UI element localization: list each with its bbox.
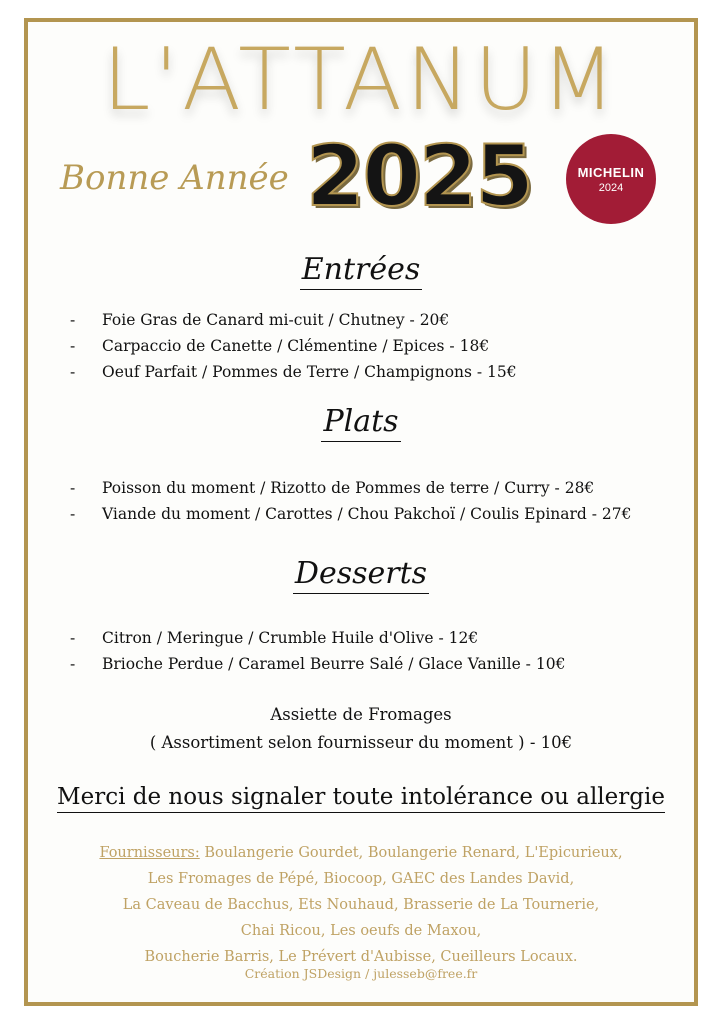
suppliers-line: La Caveau de Bacchus, Ets Nouhaud, Brasserie de La Tournerie, (122, 897, 600, 913)
suppliers-line: Les Fromages de Pépé, Biocoop, GAEC des Landes David, (147, 871, 575, 887)
list-item: - Oeuf Parfait / Pommes de Terre / Champignons - 15€ (70, 363, 517, 381)
section-title-entrees: Entrées (0, 252, 722, 287)
allergy-notice: Merci de nous signaler toute intolérance ou allergie (0, 784, 722, 810)
suppliers-line: Chai Ricou, Les oeufs de Maxou, (240, 923, 482, 939)
list-item: - Poisson du moment / Rizotto de Pommes de terre / Curry - 28€ (70, 479, 595, 497)
desserts-list (70, 625, 565, 677)
entrees-list (70, 307, 517, 385)
list-item: - Viande du moment / Carottes / Chou Pakchoï / Coulis Epinard - 27€ (70, 505, 632, 523)
suppliers-line: Fournisseurs: Boulangerie Gourdet, Boulangerie Renard, L'Epicurieux, (99, 845, 623, 861)
michelin-badge (566, 134, 656, 224)
suppliers-line: Boucherie Barris, Le Prévert d'Aubisse, Cueilleurs Locaux. (144, 949, 578, 965)
plats-list (70, 475, 632, 527)
section-title-desserts: Desserts (0, 556, 722, 591)
list-item: - Foie Gras de Canard mi-cuit / Chutney - 20€ (70, 311, 450, 329)
cheese-title: Assiette de Fromages (270, 705, 452, 724)
suppliers-block (40, 840, 682, 970)
restaurant-title: L'ATTANUM (102, 30, 620, 130)
list-item: - Brioche Perdue / Caramel Beurre Salé / Glace Vanille - 10€ (70, 655, 566, 673)
greeting-text: Bonne Année (60, 158, 289, 198)
cheese-detail: ( Assortiment selon fournisseur du moment ) - 10€ (149, 733, 573, 752)
design-credit: Création JSDesign / julesseb@free.fr (244, 966, 478, 981)
list-item: - Carpaccio de Canette / Clémentine / Epices - 18€ (70, 337, 490, 355)
michelin-badge-name: MICHELIN (577, 165, 645, 180)
section-title-plats: Plats (0, 404, 722, 439)
list-item: - Citron / Meringue / Crumble Huile d'Olive - 12€ (70, 629, 479, 647)
suppliers-label: Fournisseurs: (99, 845, 200, 861)
year-text: 2025 (306, 127, 532, 225)
michelin-badge-year: 2024 (598, 182, 624, 194)
